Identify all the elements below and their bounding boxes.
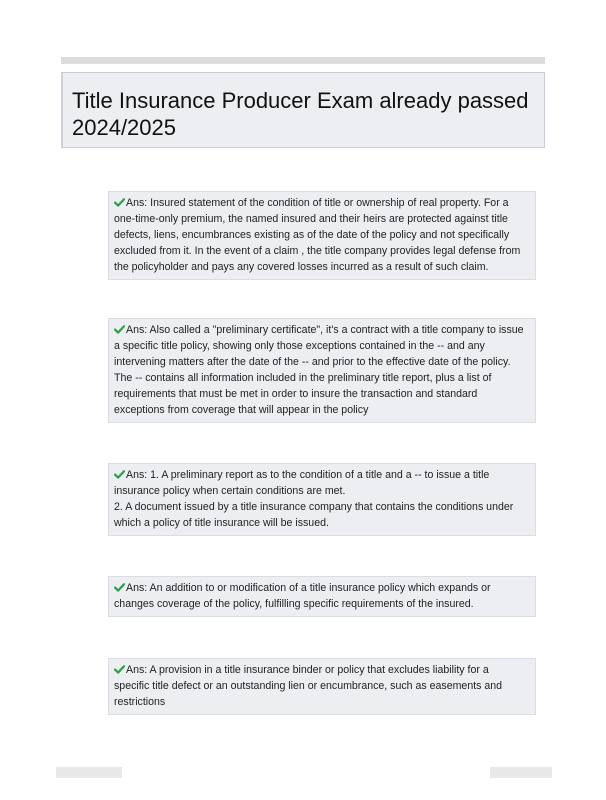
footer-page-number	[490, 767, 552, 778]
answer-line: insurance policy when certain conditions are met.	[114, 485, 346, 497]
answer-line	[114, 322, 529, 338]
answer-line: specific title defect or an outstanding lien or encumbrance, such as easements and	[114, 680, 503, 692]
page-title	[72, 87, 536, 141]
answer-line: The -- contains all information included in the preliminary title report, plus a list of	[114, 372, 492, 384]
answer-line: changes coverage of the policy, fulfilling specific requirements of the insured.	[114, 598, 474, 610]
answer-box	[108, 576, 536, 617]
answer-text: Ans: A provision in a title insurance binder or policy that excludes liability for a	[126, 664, 489, 676]
answer-text: Ans: 1. A preliminary report as to the condition of a title and a -- to issue a title	[126, 469, 490, 481]
page-title-line: 2024/2025	[72, 115, 176, 140]
answer-line: exceptions from coverage that will appear in the policy	[114, 404, 369, 416]
check-icon	[114, 665, 125, 674]
title-box	[61, 72, 545, 148]
answer-line	[114, 467, 529, 483]
answer-box	[108, 191, 536, 280]
answer-line: restrictions	[114, 696, 166, 708]
check-icon	[114, 583, 125, 592]
answer-box	[108, 318, 536, 423]
header-divider	[61, 57, 545, 64]
answer-line: which a policy of title insurance will be issued.	[114, 517, 329, 529]
answer-line: a specific title policy, showing only those exceptions contained in the -- and any	[114, 340, 485, 352]
answer-line: defects, liens, encumbrances existing as of the date of the policy and not specifically	[114, 229, 510, 241]
answer-text: Ans: Also called a "preliminary certificate", it's a contract with a title company to issue	[126, 324, 524, 336]
answer-text: Ans: Insured statement of the condition of title or ownership of real property. For a	[126, 197, 509, 209]
check-icon	[114, 325, 125, 334]
answer-text: Ans: An addition to or modification of a title insurance policy which expands or	[126, 582, 491, 594]
check-icon	[114, 198, 125, 207]
answer-box	[108, 463, 536, 536]
page-title-line: Title Insurance Producer Exam already passed	[72, 88, 529, 113]
answer-box	[108, 658, 536, 715]
answer-line: the policyholder and pays any covered losses incurred as a result of such claim.	[114, 261, 489, 273]
answer-line: intervening matters after the date of the -- and prior to the effective date of the policy.	[114, 356, 511, 368]
footer-watermark-left	[56, 767, 122, 778]
answer-line: one-time-only premium, the named insured and their heirs are protected against title	[114, 213, 508, 225]
answer-line: 2. A document issued by a title insurance company that contains the conditions under	[114, 501, 514, 513]
answer-line: excluded from it. In the event of a claim , the title company provides legal defense from	[114, 245, 521, 257]
answer-line: requirements that must be met in order to insure the transaction and standard	[114, 388, 478, 400]
check-icon	[114, 470, 125, 479]
answer-line	[114, 662, 529, 678]
answer-line	[114, 580, 529, 596]
answer-line	[114, 195, 529, 211]
